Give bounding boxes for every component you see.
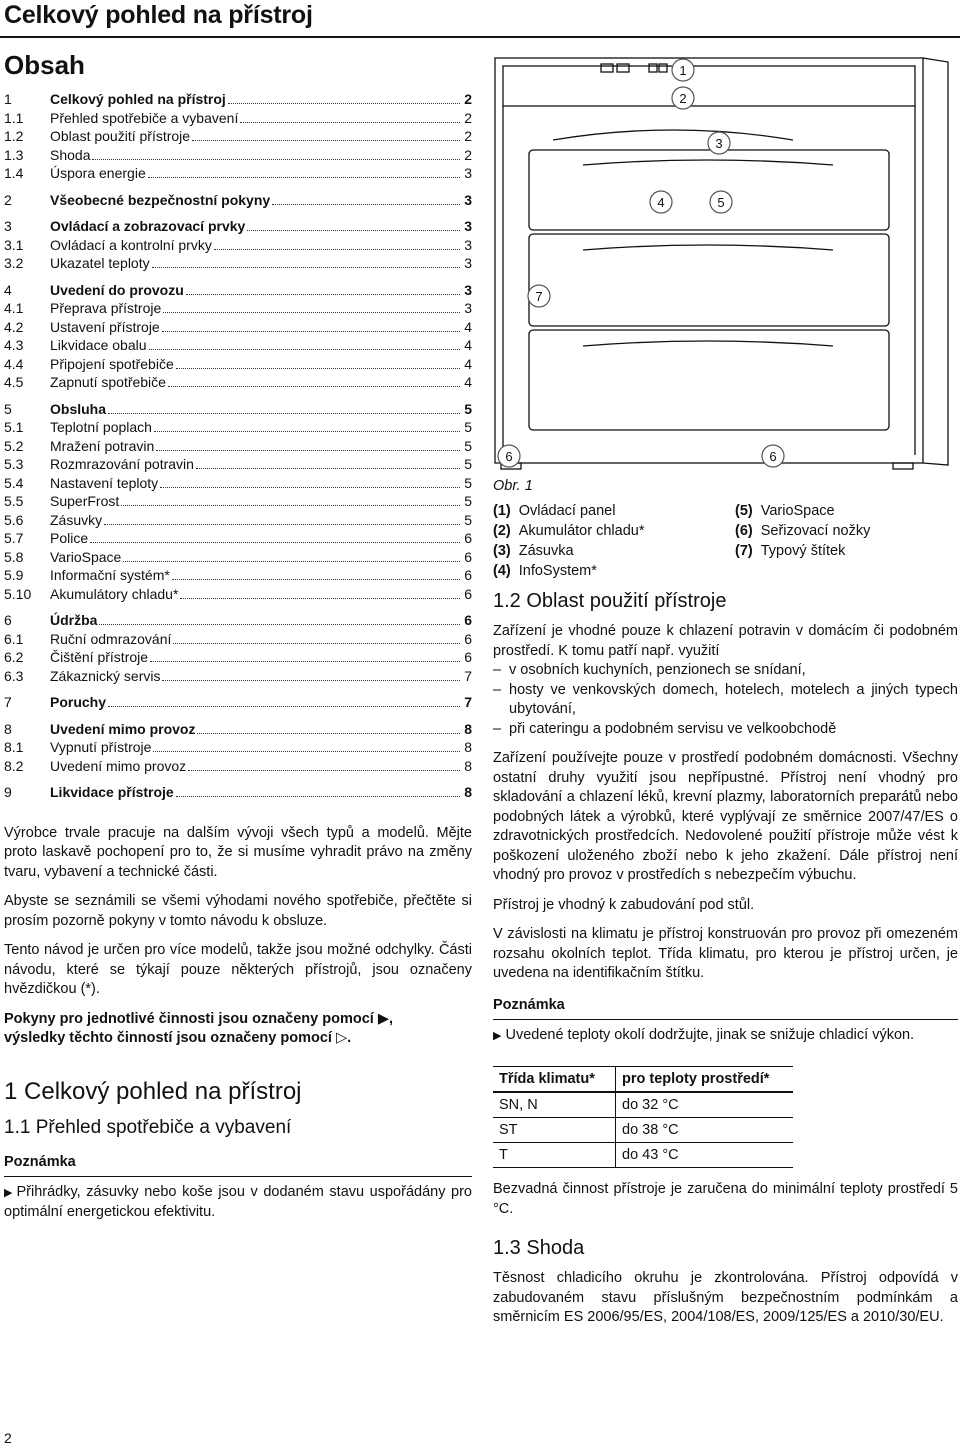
drawer-2: [529, 234, 889, 326]
toc-entry-title: Rozmrazování potravin: [50, 456, 194, 472]
toc-entry-number: 4: [4, 281, 12, 298]
toc-entry[interactable]: [4, 191, 472, 210]
toc-entry-number: 7: [4, 694, 12, 710]
table-row: [493, 1118, 793, 1143]
note-title: Poznámka: [4, 1153, 76, 1170]
toc-entry-title: Přeprava přístroje: [50, 300, 162, 316]
toc-entry[interactable]: [4, 720, 472, 739]
legend-item: [735, 501, 870, 521]
legend-item: [493, 561, 644, 581]
toc-entry-number: 5.1: [4, 419, 24, 435]
toc-entry-page: 6: [464, 567, 472, 583]
toc-entry-page: 2: [464, 109, 472, 126]
toc-entry-page: 3: [464, 236, 472, 253]
legend-text: Seřizovací nožky: [760, 523, 871, 539]
toc-entry-title: Likvidace přístroje: [50, 784, 174, 800]
toc-entry-page: 7: [464, 667, 472, 684]
section-1-2-paragraph-1: Zařízení je vhodné pouze k chlazení potravin v domácím či podobném prostředí. K tomu patří např. využití: [493, 623, 958, 659]
toc-entry-page: 2: [464, 128, 472, 144]
toc-entry[interactable]: [4, 437, 472, 456]
toc-leader-dots: [152, 267, 460, 268]
toc-entry-number: 5: [4, 400, 12, 417]
legend-number: (1): [493, 503, 511, 519]
toc-entry-title: Akumulátory chladu*: [50, 585, 179, 602]
toc-entry-number: 3.2: [4, 255, 24, 271]
marker-5-label: 5: [717, 195, 725, 210]
toc-leader-dots: [104, 524, 460, 525]
toc-leader-dots: [247, 230, 460, 231]
intro-results-line: výsledky těchto činností jsou označeny pomocí ▷.: [4, 1030, 352, 1046]
usage-list: [493, 661, 958, 739]
toc-entry-title: Oblast použití přístroje: [50, 128, 191, 144]
toc-entry[interactable]: [4, 585, 472, 604]
legend-item: [735, 521, 870, 541]
control-button: [649, 64, 657, 72]
toc-entry[interactable]: [4, 236, 472, 255]
toc-entry-title: Ruční odmrazování: [50, 630, 172, 647]
toc-leader-dots: [156, 450, 460, 451]
toc-entry-number: 4.4: [4, 355, 24, 372]
marker-3-label: 3: [715, 136, 723, 151]
toc-entry-page: 5: [464, 419, 472, 435]
table-header: pro teploty prostředí*: [616, 1067, 794, 1093]
toc-entry[interactable]: [4, 566, 472, 585]
toc-leader-dots: [149, 349, 460, 350]
door-edge: [923, 58, 948, 465]
toc-entry-title: Ustavení přístroje: [50, 318, 160, 335]
toc-entry-page: 6: [464, 530, 472, 546]
toc-entry-page: 3: [464, 218, 472, 234]
toc-entry-title: Shoda: [50, 146, 91, 163]
action-triangle-icon: ▶: [493, 1029, 502, 1042]
toc-entry-page: 5: [464, 456, 472, 472]
toc-leader-dots: [123, 561, 460, 562]
intro-actions-line: Pokyny pro jednotlivé činnosti jsou označeny pomocí ▶,: [4, 1010, 394, 1027]
table-cell: ST: [493, 1118, 616, 1143]
toc-entry-page: 6: [464, 548, 472, 565]
toc-entry-page: 5: [464, 474, 472, 491]
toc-leader-dots: [160, 487, 460, 488]
toc-entry-title: Úspora energie: [50, 165, 146, 181]
toc-entry[interactable]: [4, 648, 472, 667]
dash-bullet: –: [493, 681, 502, 698]
toc-entry[interactable]: [4, 217, 472, 236]
toc-entry-number: 5.9: [4, 567, 24, 583]
toc-entry-page: 3: [464, 191, 472, 208]
toc-leader-dots: [163, 312, 460, 313]
page-header: [0, 0, 960, 36]
legend-number: (6): [735, 523, 753, 539]
toc-entry-page: 3: [464, 281, 472, 298]
toc-entry-number: 4.1: [4, 300, 24, 316]
list-item: [493, 681, 958, 720]
toc-leader-dots: [148, 177, 460, 178]
page-number: 2: [4, 1430, 12, 1446]
toc-entry-title: Přehled spotřebiče a vybavení: [50, 109, 239, 126]
toc-entry-title: Mražení potravin: [50, 437, 155, 454]
toc-entry-number: 1.2: [4, 128, 24, 144]
header-rule: [0, 36, 960, 38]
legend-item: [493, 501, 644, 521]
toc-entry-page: 6: [464, 630, 472, 647]
toc-entry-title: Zásuvky: [50, 511, 103, 528]
toc-entry-number: 1.4: [4, 165, 24, 181]
toc-entry[interactable]: [4, 418, 472, 437]
toc-leader-dots: [173, 643, 460, 644]
toc-entry-page: 8: [464, 720, 472, 737]
toc-entry-number: 6.1: [4, 630, 24, 647]
toc-entry-title: Police: [50, 530, 89, 546]
toc-entry-page: 3: [464, 165, 472, 181]
toc-entry-number: 4.2: [4, 318, 24, 335]
table-cell: do 32 °C: [616, 1092, 794, 1118]
toc-entry[interactable]: [4, 299, 472, 318]
toc-leader-dots: [186, 294, 460, 295]
table-cell: T: [493, 1143, 616, 1168]
toc-entry-title: Údržba: [50, 612, 98, 628]
toc-leader-dots: [272, 204, 460, 205]
toc-entry-page: 3: [464, 300, 472, 316]
legend-item: [735, 541, 870, 561]
list-item: [493, 720, 958, 740]
toc-entry-number: 1.1: [4, 109, 24, 126]
table-cell: SN, N: [493, 1092, 616, 1118]
toc-entry-page: 6: [464, 585, 472, 602]
section-1-2: [493, 588, 958, 1338]
intro-paragraph-4: [4, 1010, 472, 1049]
table-cell: do 38 °C: [616, 1118, 794, 1143]
figure-caption: Obr. 1: [493, 478, 533, 494]
toc-entry-number: 6: [4, 612, 12, 628]
toc-entry-number: 3.1: [4, 236, 24, 253]
toc-leader-dots: [196, 468, 460, 469]
toc-entry[interactable]: [4, 630, 472, 649]
legend-number: (7): [735, 543, 753, 559]
toc-entry-title: Vypnutí přístroje: [50, 739, 152, 755]
toc-leader-dots: [168, 386, 460, 387]
legend-item: [493, 541, 644, 561]
legend-number: (2): [493, 523, 511, 539]
toc-entry-page: 4: [464, 337, 472, 353]
toc-entry-number: 3: [4, 218, 12, 234]
toc-entry-page: 4: [464, 374, 472, 390]
cabinet-outline: [495, 58, 923, 463]
section-1-2-title: 1.2 Oblast použití přístroje: [493, 590, 727, 612]
toc-leader-dots: [150, 661, 460, 662]
intro-paragraph-3: Tento návod je určen pro více modelů, takže jsou možné odchylky. Části návodu, které se týkají pouze některých přístrojů, jsou označeny hvězdičkou (*).: [4, 942, 472, 997]
dash-bullet: –: [493, 720, 502, 737]
cold-accumulator: [553, 130, 793, 140]
control-button: [659, 64, 667, 72]
toc-leader-dots: [153, 751, 460, 752]
toc-entry-number: 5.10: [4, 585, 32, 602]
toc-entry[interactable]: [4, 90, 472, 109]
toc-entry[interactable]: [4, 455, 472, 474]
toc-entry-title: Zákaznický servis: [50, 667, 161, 684]
toc-entry-number: 4.3: [4, 337, 24, 353]
toc-entry-page: 4: [464, 355, 472, 372]
toc-entry-title: Likvidace obalu: [50, 337, 147, 353]
marker-7-label: 7: [535, 289, 543, 304]
section-1-3-paragraph-1: Těsnost chladicího okruhu je zkontrolována. Přístroj odpovídá v zabudovaném stavu příslušným bezpečnostním podmínkám a směrnicím ES 2006/95/ES, 2004/108/ES, 2009/125/ES a 2010/30/EU.: [493, 1270, 958, 1326]
toc-entry-title: Uvedení do provozu: [50, 281, 184, 298]
toc-entry-number: 6.2: [4, 649, 24, 665]
toc-entry-page: 5: [464, 511, 472, 528]
table-of-contents: [4, 90, 472, 802]
toc-entry-title: Teplotní poplach: [50, 419, 152, 435]
toc-entry-page: 6: [464, 649, 472, 665]
drawer-3: [529, 330, 889, 430]
intro-paragraph-1: Výrobce trvale pracuje na dalším vývoji všech typů a modelů. Mějte proto laskavě pochopení pro to, že si musíme vyhradit právo na změny tvaru, vybavení a technické části.: [4, 824, 472, 880]
toc-entry[interactable]: [4, 400, 472, 419]
toc-entry[interactable]: [4, 109, 472, 128]
toc-entry-number: 5.2: [4, 437, 24, 454]
toc-leader-dots: [192, 140, 460, 141]
toc-entry-page: 8: [464, 739, 472, 755]
appliance-diagram: [493, 50, 958, 480]
note-rule: [4, 1176, 472, 1177]
toc-entry[interactable]: [4, 146, 472, 165]
toc-entry-number: 6.3: [4, 667, 24, 684]
toc-entry[interactable]: [4, 254, 472, 273]
table-cell: do 43 °C: [616, 1143, 794, 1168]
marker-6-right-label: 6: [769, 449, 777, 464]
toc-leader-dots: [121, 505, 460, 506]
toc-entry[interactable]: [4, 667, 472, 686]
toc-entry-title: Poruchy: [50, 694, 107, 710]
legend-text: Akumulátor chladu*: [518, 523, 645, 539]
toc-entry[interactable]: [4, 548, 472, 567]
legend-number: (3): [493, 543, 511, 559]
legend-number: (4): [493, 563, 511, 579]
section-1-1-title: 1.1 Přehled spotřebiče a vybavení: [4, 1116, 292, 1138]
toc-entry-title: Uvedení mimo provoz: [50, 720, 196, 737]
adjustable-foot: [893, 463, 913, 469]
toc-entry-title: Všeobecné bezpečnostní pokyny: [50, 191, 271, 208]
legend-number: (5): [735, 503, 753, 519]
page-title: Celkový pohled na přístroj: [4, 1, 313, 29]
toc-entry[interactable]: [4, 336, 472, 355]
toc-entry-page: 4: [464, 318, 472, 335]
toc-entry-title: Nastavení teploty: [50, 474, 159, 491]
marker-4-label: 4: [657, 195, 665, 210]
toc-entry[interactable]: [4, 611, 472, 630]
toc-leader-dots: [108, 706, 460, 707]
toc-leader-dots: [214, 249, 460, 250]
legend-text: Typový štítek: [760, 543, 846, 559]
toc-entry-number: 8.2: [4, 757, 24, 774]
toc-entry-page: 2: [464, 91, 472, 107]
toc-leader-dots: [180, 598, 460, 599]
note-text: ▶ Přihrádky, zásuvky nebo koše jsou v dodaném stavu uspořádány pro optimální energetickou efektivitu.: [4, 1183, 472, 1221]
toc-entry-number: 5.3: [4, 456, 24, 472]
toc-entry-title: Ovládací a kontrolní prvky: [50, 236, 212, 253]
legend-text: Zásuvka: [518, 543, 574, 559]
toc-leader-dots: [154, 431, 460, 432]
toc-entry-page: 3: [464, 255, 472, 271]
dash-bullet: –: [493, 662, 502, 678]
toc-entry-page: 5: [464, 437, 472, 454]
toc-entry-title: Ovládací a zobrazovací prvky: [50, 218, 246, 234]
toc-entry-number: 5.8: [4, 548, 24, 565]
toc-entry[interactable]: [4, 318, 472, 337]
toc-entry-number: 1.3: [4, 146, 24, 163]
toc-entry-page: 6: [464, 612, 472, 628]
control-button: [617, 64, 629, 72]
section-1-2-paragraph-4: V závislosti na klimatu je přístroj konstruován pro provoz při omezeném rozsahu okolních teplot. Třída klimatu, pro kterou je přístroj určen, je uvedena na identifikačním štítku.: [493, 926, 958, 981]
toc-entry-title: VarioSpace: [50, 548, 122, 565]
toc-entry-title: Připojení spotřebiče: [50, 355, 174, 372]
toc-entry[interactable]: [4, 474, 472, 493]
toc-entry-page: 5: [464, 400, 472, 417]
legend-item: [493, 521, 644, 541]
figure-legend-left: [493, 501, 644, 581]
toc-entry[interactable]: [4, 492, 472, 511]
toc-entry-title: Zapnutí spotřebiče: [50, 374, 166, 390]
list-item-text: v osobních kuchyních, penzionech se snídaní,: [509, 662, 806, 678]
toc-leader-dots: [197, 733, 460, 734]
legend-text: Ovládací panel: [518, 503, 616, 519]
list-item: [493, 661, 958, 681]
toc-entry-number: 5.5: [4, 493, 24, 509]
marker-1-label: 1: [679, 63, 687, 78]
note-text-2: ▶ Uvedené teploty okolí dodržujte, jinak se snižuje chladicí výkon.: [493, 1026, 958, 1047]
toc-entry-number: 1: [4, 91, 12, 107]
table-header: Třída klimatu*: [493, 1067, 616, 1093]
marker-6-left-label: 6: [505, 449, 513, 464]
toc-leader-dots: [99, 624, 460, 625]
marker-2-label: 2: [679, 91, 687, 106]
toc-entry-title: Celkový pohled na přístroj: [50, 91, 226, 107]
toc-entry[interactable]: [4, 373, 472, 392]
climate-class-table: [493, 1066, 793, 1168]
toc-entry[interactable]: [4, 738, 472, 757]
legend-text: InfoSystem*: [518, 563, 597, 579]
toc-entry[interactable]: [4, 511, 472, 530]
toc-entry-number: 9: [4, 784, 12, 800]
list-item-text: při cateringu a podobném servisu ve velkoobchodě: [509, 720, 837, 737]
toc-entry-page: 5: [464, 493, 472, 509]
toc-entry-title: Uvedení mimo provoz: [50, 757, 187, 774]
toc-entry[interactable]: [4, 127, 472, 146]
toc-entry-number: 2: [4, 191, 12, 208]
section-1-title: 1 Celkový pohled na přístroj: [4, 1077, 302, 1105]
figure-legend-right: [735, 501, 870, 561]
drawer-1: [529, 150, 889, 230]
note-rule-2: [493, 1019, 958, 1020]
toc-entry-title: SuperFrost: [50, 493, 120, 509]
toc-leader-dots: [162, 680, 460, 681]
control-button: [601, 64, 613, 72]
toc-entry[interactable]: [4, 529, 472, 548]
legend-text: VarioSpace: [760, 503, 835, 519]
toc-entry-page: 2: [464, 146, 472, 163]
toc-entry-number: 5.4: [4, 474, 24, 491]
toc-entry[interactable]: [4, 355, 472, 374]
toc-leader-dots: [108, 413, 460, 414]
control-panel-area: [503, 66, 915, 106]
toc-leader-dots: [188, 770, 460, 771]
section-1-2-paragraph-5: Bezvadná činnost přístroje je zaručena do minimální teploty prostředí 5 °C.: [493, 1181, 958, 1217]
section-1-2-paragraph-2: Zařízení používejte pouze v prostředí podobném domácnosti. Všechny ostatní druhy využití jsou nepřípustné. Přístroj není vhodný pro skladování a chlazení léků, krevní plazmy, laboratorních preparátů nebo podobných látek a výrobků, které vyplývají ze směrnice 2007/47/ES o zdravotnických prostředcích. Nedovolené použití přístroje může vést k poškození uloženého zboží nebo k jeho zkažení. Dále přístroj není vhodný pro provoz v prostředích s nebezpečím výbuchu.: [493, 750, 958, 883]
toc-entry[interactable]: [4, 757, 472, 776]
toc-leader-dots: [90, 542, 460, 543]
intro-paragraph-2: Abyste se seznámili se všemi výhodami nového spotřebiče, přečtěte si prosím pozorně pokyny v tomto návodu k obsluze.: [4, 893, 472, 929]
section-1-2-paragraph-3: Přístroj je vhodný k zabudování pod stůl.: [493, 896, 755, 913]
toc-entry-number: 5.6: [4, 511, 24, 528]
toc-entry-title: Informační systém*: [50, 567, 170, 583]
toc-leader-dots: [240, 122, 460, 123]
toc-entry[interactable]: [4, 164, 472, 183]
left-column: [4, 50, 472, 1223]
toc-leader-dots: [228, 103, 460, 104]
list-item-text: hosty ve venkovských domech, hotelech, motelech a jiných typech ubytování,: [509, 681, 958, 717]
toc-leader-dots: [162, 331, 460, 332]
toc-entry-page: 7: [464, 694, 472, 710]
table-row: [493, 1143, 793, 1168]
toc-leader-dots: [176, 368, 460, 369]
note-title-2: Poznámka: [493, 996, 565, 1013]
toc-entry[interactable]: [4, 693, 472, 712]
toc-entry-number: 8.1: [4, 739, 24, 755]
section-1-3-title: 1.3 Shoda: [493, 1237, 585, 1260]
toc-leader-dots: [172, 579, 460, 580]
toc-entry-number: 8: [4, 720, 12, 737]
toc-leader-dots: [176, 796, 460, 797]
table-row: [493, 1092, 793, 1118]
toc-entry-page: 8: [464, 757, 472, 774]
toc-leader-dots: [92, 159, 460, 160]
toc-entry-number: 5.7: [4, 530, 24, 546]
toc-entry-title: Obsluha: [50, 400, 107, 417]
toc-entry-page: 8: [464, 784, 472, 800]
action-triangle-icon: ▶: [4, 1186, 13, 1199]
toc-entry-number: 4.5: [4, 374, 24, 390]
toc-entry[interactable]: [4, 783, 472, 802]
toc-entry-title: Čištění přístroje: [50, 649, 149, 665]
toc-entry[interactable]: [4, 281, 472, 300]
toc-heading: Obsah: [4, 50, 85, 80]
toc-entry-title: Ukazatel teploty: [50, 255, 150, 271]
